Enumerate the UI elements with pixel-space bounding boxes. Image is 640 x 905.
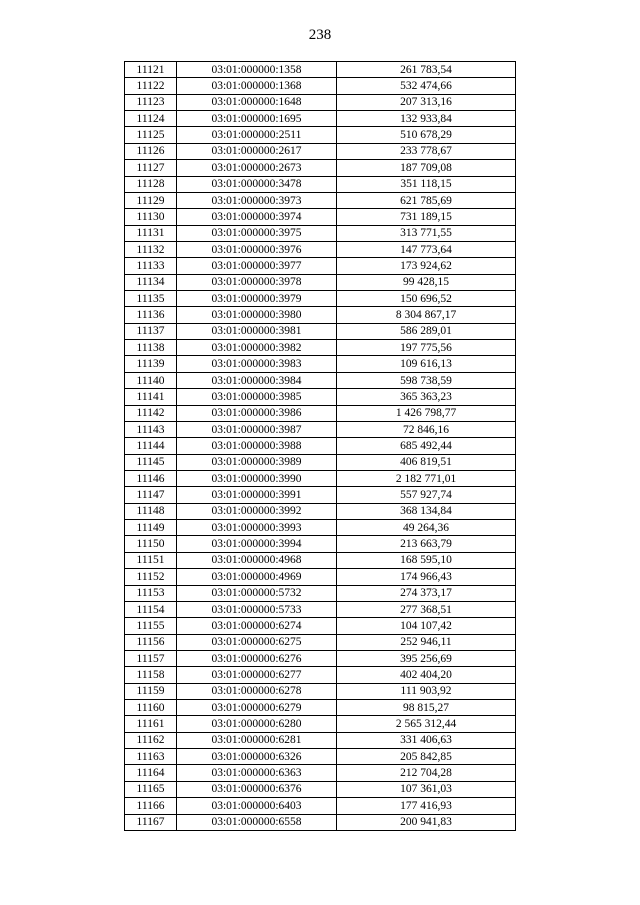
cadastral-value-cell: 532 474,66	[337, 78, 516, 94]
table-row	[125, 585, 516, 601]
row-number-cell: 11160	[125, 700, 177, 716]
cadastral-value-cell: 1 426 798,77	[337, 405, 516, 421]
cadastral-value-cell: 261 783,54	[337, 62, 516, 78]
table-row	[125, 241, 516, 257]
cadastral-number-cell: 03:01:000000:6278	[177, 683, 337, 699]
cadastral-number-cell: 03:01:000000:3979	[177, 291, 337, 307]
cadastral-value-cell: 200 941,83	[337, 814, 516, 830]
row-number-cell: 11126	[125, 143, 177, 159]
cadastral-number-cell: 03:01:000000:3975	[177, 225, 337, 241]
row-number-cell: 11164	[125, 765, 177, 781]
cadastral-number-cell: 03:01:000000:4969	[177, 569, 337, 585]
cadastral-value-cell: 207 313,16	[337, 94, 516, 110]
cadastral-number-cell: 03:01:000000:3978	[177, 274, 337, 290]
cadastral-number-cell: 03:01:000000:2511	[177, 127, 337, 143]
cadastral-value-cell: 598 738,59	[337, 372, 516, 388]
row-number-cell: 11129	[125, 192, 177, 208]
row-number-cell: 11152	[125, 569, 177, 585]
table-row	[125, 291, 516, 307]
row-number-cell: 11158	[125, 667, 177, 683]
cadastral-value-cell: 98 815,27	[337, 700, 516, 716]
cadastral-value-cell: 150 696,52	[337, 291, 516, 307]
cadastral-value-cell: 621 785,69	[337, 192, 516, 208]
table-row	[125, 798, 516, 814]
row-number-cell: 11134	[125, 274, 177, 290]
cadastral-value-cell: 104 107,42	[337, 618, 516, 634]
row-number-cell: 11142	[125, 405, 177, 421]
table-row	[125, 111, 516, 127]
cadastral-number-cell: 03:01:000000:3973	[177, 192, 337, 208]
cadastral-value-cell: 174 966,43	[337, 569, 516, 585]
row-number-cell: 11131	[125, 225, 177, 241]
cadastral-number-cell: 03:01:000000:4968	[177, 552, 337, 568]
row-number-cell: 11163	[125, 749, 177, 765]
cadastral-value-cell: 402 404,20	[337, 667, 516, 683]
cadastral-value-cell: 351 118,15	[337, 176, 516, 192]
row-number-cell: 11145	[125, 454, 177, 470]
row-number-cell: 11155	[125, 618, 177, 634]
row-number-cell: 11167	[125, 814, 177, 830]
table-row	[125, 274, 516, 290]
table-row	[125, 454, 516, 470]
row-number-cell: 11165	[125, 781, 177, 797]
table-row	[125, 601, 516, 617]
table-row	[125, 470, 516, 486]
cadastral-number-cell: 03:01:000000:3976	[177, 241, 337, 257]
cadastral-value-cell: 365 363,23	[337, 389, 516, 405]
table-row	[125, 634, 516, 650]
table-row	[125, 536, 516, 552]
table-body	[125, 62, 516, 831]
cadastral-number-cell: 03:01:000000:6276	[177, 650, 337, 666]
cadastral-value-cell: 274 373,17	[337, 585, 516, 601]
table-row	[125, 323, 516, 339]
row-number-cell: 11141	[125, 389, 177, 405]
cadastral-value-cell: 2 182 771,01	[337, 470, 516, 486]
row-number-cell: 11148	[125, 503, 177, 519]
row-number-cell: 11151	[125, 552, 177, 568]
row-number-cell: 11156	[125, 634, 177, 650]
row-number-cell: 11157	[125, 650, 177, 666]
cadastral-number-cell: 03:01:000000:3980	[177, 307, 337, 323]
cadastral-number-cell: 03:01:000000:6280	[177, 716, 337, 732]
cadastral-number-cell: 03:01:000000:6274	[177, 618, 337, 634]
cadastral-value-cell: 173 924,62	[337, 258, 516, 274]
cadastral-value-cell: 147 773,64	[337, 241, 516, 257]
row-number-cell: 11153	[125, 585, 177, 601]
cadastral-number-cell: 03:01:000000:5733	[177, 601, 337, 617]
table-row	[125, 650, 516, 666]
row-number-cell: 11146	[125, 470, 177, 486]
table-row	[125, 503, 516, 519]
table-row	[125, 78, 516, 94]
table-row	[125, 700, 516, 716]
cadastral-number-cell: 03:01:000000:3983	[177, 356, 337, 372]
cadastral-number-cell: 03:01:000000:6403	[177, 798, 337, 814]
table-row	[125, 389, 516, 405]
row-number-cell: 11125	[125, 127, 177, 143]
table-row	[125, 716, 516, 732]
table-row	[125, 732, 516, 748]
table-row	[125, 683, 516, 699]
row-number-cell: 11137	[125, 323, 177, 339]
row-number-cell: 11128	[125, 176, 177, 192]
cadastral-value-cell: 252 946,11	[337, 634, 516, 650]
row-number-cell: 11139	[125, 356, 177, 372]
cadastral-number-cell: 03:01:000000:3478	[177, 176, 337, 192]
table-row	[125, 94, 516, 110]
table-row	[125, 192, 516, 208]
row-number-cell: 11143	[125, 421, 177, 437]
cadastral-number-cell: 03:01:000000:1648	[177, 94, 337, 110]
cadastral-number-cell: 03:01:000000:6326	[177, 749, 337, 765]
cadastral-value-cell: 685 492,44	[337, 438, 516, 454]
cadastral-number-cell: 03:01:000000:1368	[177, 78, 337, 94]
row-number-cell: 11161	[125, 716, 177, 732]
table-row	[125, 176, 516, 192]
cadastral-number-cell: 03:01:000000:3984	[177, 372, 337, 388]
table-row	[125, 258, 516, 274]
table-row	[125, 307, 516, 323]
cadastral-value-cell: 510 678,29	[337, 127, 516, 143]
cadastral-number-cell: 03:01:000000:6279	[177, 700, 337, 716]
table-row	[125, 749, 516, 765]
row-number-cell: 11154	[125, 601, 177, 617]
table-row	[125, 421, 516, 437]
table-row	[125, 814, 516, 830]
cadastral-value-cell: 331 406,63	[337, 732, 516, 748]
cadastral-number-cell: 03:01:000000:5732	[177, 585, 337, 601]
table-row	[125, 340, 516, 356]
cadastral-value-cell: 233 778,67	[337, 143, 516, 159]
cadastral-number-cell: 03:01:000000:6558	[177, 814, 337, 830]
cadastral-number-cell: 03:01:000000:1358	[177, 62, 337, 78]
table-row	[125, 569, 516, 585]
table-row	[125, 62, 516, 78]
cadastral-number-cell: 03:01:000000:6281	[177, 732, 337, 748]
cadastral-number-cell: 03:01:000000:6363	[177, 765, 337, 781]
row-number-cell: 11124	[125, 111, 177, 127]
cadastral-value-cell: 557 927,74	[337, 487, 516, 503]
cadastral-number-cell: 03:01:000000:6376	[177, 781, 337, 797]
row-number-cell: 11121	[125, 62, 177, 78]
cadastral-value-cell: 406 819,51	[337, 454, 516, 470]
cadastral-value-table	[124, 61, 516, 831]
cadastral-number-cell: 03:01:000000:3974	[177, 209, 337, 225]
cadastral-number-cell: 03:01:000000:6275	[177, 634, 337, 650]
table-row	[125, 405, 516, 421]
cadastral-number-cell: 03:01:000000:3985	[177, 389, 337, 405]
table-row	[125, 127, 516, 143]
row-number-cell: 11140	[125, 372, 177, 388]
cadastral-value-cell: 109 616,13	[337, 356, 516, 372]
cadastral-number-cell: 03:01:000000:3987	[177, 421, 337, 437]
row-number-cell: 11138	[125, 340, 177, 356]
cadastral-number-cell: 03:01:000000:1695	[177, 111, 337, 127]
cadastral-value-cell: 107 361,03	[337, 781, 516, 797]
cadastral-value-cell: 205 842,85	[337, 749, 516, 765]
cadastral-value-cell: 213 663,79	[337, 536, 516, 552]
row-number-cell: 11159	[125, 683, 177, 699]
table-row	[125, 487, 516, 503]
table-row	[125, 552, 516, 568]
cadastral-number-cell: 03:01:000000:2673	[177, 160, 337, 176]
table-row	[125, 781, 516, 797]
row-number-cell: 11136	[125, 307, 177, 323]
cadastral-value-cell: 212 704,28	[337, 765, 516, 781]
cadastral-number-cell: 03:01:000000:3986	[177, 405, 337, 421]
row-number-cell: 11132	[125, 241, 177, 257]
cadastral-number-cell: 03:01:000000:3993	[177, 520, 337, 536]
row-number-cell: 11122	[125, 78, 177, 94]
row-number-cell: 11127	[125, 160, 177, 176]
row-number-cell: 11133	[125, 258, 177, 274]
cadastral-value-cell: 197 775,56	[337, 340, 516, 356]
row-number-cell: 11144	[125, 438, 177, 454]
cadastral-number-cell: 03:01:000000:3991	[177, 487, 337, 503]
cadastral-value-cell: 8 304 867,17	[337, 307, 516, 323]
cadastral-number-cell: 03:01:000000:3982	[177, 340, 337, 356]
page-number: 238	[308, 27, 332, 43]
cadastral-number-cell: 03:01:000000:3994	[177, 536, 337, 552]
cadastral-value-cell: 187 709,08	[337, 160, 516, 176]
cadastral-value-cell: 132 933,84	[337, 111, 516, 127]
table-row	[125, 225, 516, 241]
cadastral-value-cell: 277 368,51	[337, 601, 516, 617]
table-row	[125, 438, 516, 454]
cadastral-number-cell: 03:01:000000:3989	[177, 454, 337, 470]
table-row	[125, 143, 516, 159]
cadastral-value-cell: 99 428,15	[337, 274, 516, 290]
cadastral-value-cell: 2 565 312,44	[337, 716, 516, 732]
table-row	[125, 765, 516, 781]
table-row	[125, 372, 516, 388]
cadastral-number-cell: 03:01:000000:3981	[177, 323, 337, 339]
cadastral-value-cell: 177 416,93	[337, 798, 516, 814]
cadastral-value-cell: 111 903,92	[337, 683, 516, 699]
cadastral-value-cell: 49 264,36	[337, 520, 516, 536]
row-number-cell: 11130	[125, 209, 177, 225]
row-number-cell: 11162	[125, 732, 177, 748]
row-number-cell: 11123	[125, 94, 177, 110]
cadastral-value-cell: 72 846,16	[337, 421, 516, 437]
table-row	[125, 520, 516, 536]
table-row	[125, 209, 516, 225]
cadastral-number-cell: 03:01:000000:6277	[177, 667, 337, 683]
row-number-cell: 11150	[125, 536, 177, 552]
row-number-cell: 11147	[125, 487, 177, 503]
cadastral-value-cell: 395 256,69	[337, 650, 516, 666]
row-number-cell: 11149	[125, 520, 177, 536]
cadastral-value-cell: 586 289,01	[337, 323, 516, 339]
row-number-cell: 11135	[125, 291, 177, 307]
table-row	[125, 160, 516, 176]
table-row	[125, 667, 516, 683]
row-number-cell: 11166	[125, 798, 177, 814]
table-row	[125, 618, 516, 634]
cadastral-value-cell: 731 189,15	[337, 209, 516, 225]
cadastral-number-cell: 03:01:000000:3988	[177, 438, 337, 454]
cadastral-number-cell: 03:01:000000:3992	[177, 503, 337, 519]
cadastral-value-cell: 368 134,84	[337, 503, 516, 519]
cadastral-value-cell: 168 595,10	[337, 552, 516, 568]
cadastral-number-cell: 03:01:000000:3990	[177, 470, 337, 486]
cadastral-value-cell: 313 771,55	[337, 225, 516, 241]
table-row	[125, 356, 516, 372]
cadastral-number-cell: 03:01:000000:2617	[177, 143, 337, 159]
cadastral-number-cell: 03:01:000000:3977	[177, 258, 337, 274]
